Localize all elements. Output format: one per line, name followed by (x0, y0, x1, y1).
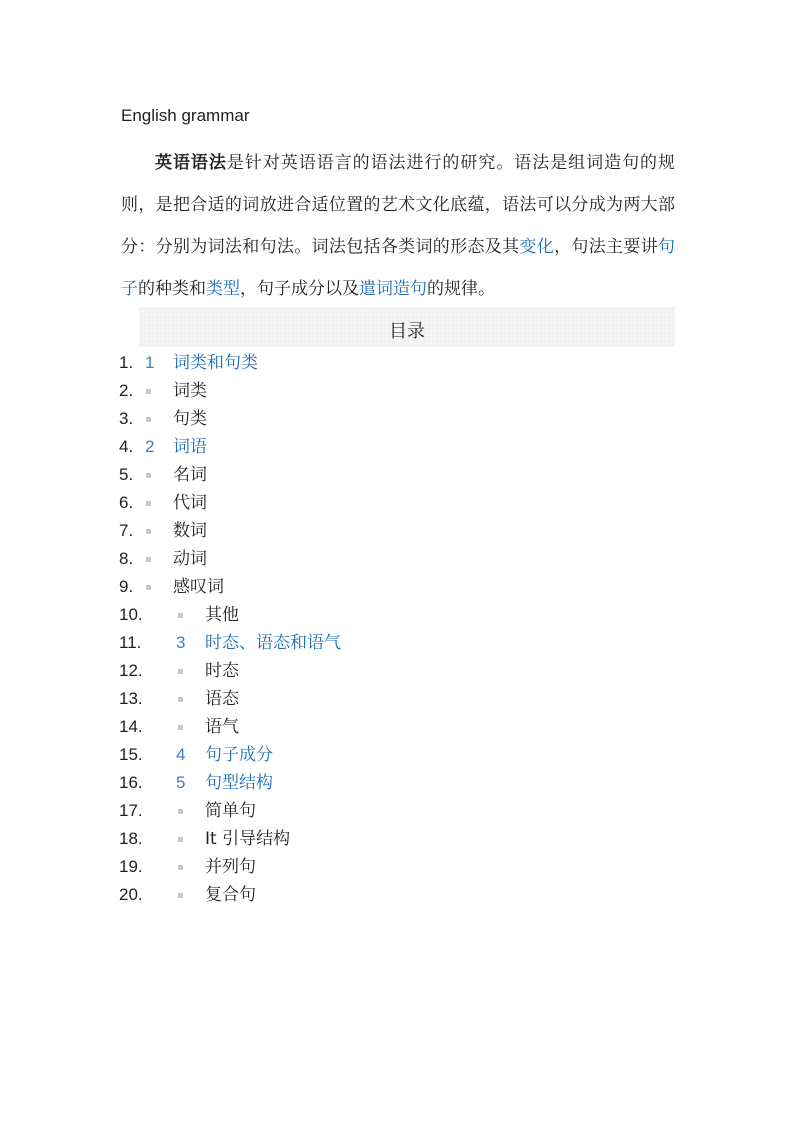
toc-item (0, 489, 794, 517)
toc-item-label: 代词 (173, 493, 207, 513)
toc-item-label: 简单句 (205, 801, 256, 821)
toc-section-link[interactable]: 词类和句类 (173, 353, 258, 373)
square-bullet-icon (146, 529, 151, 534)
toc-item[interactable] (0, 349, 794, 377)
square-bullet-icon (178, 865, 183, 870)
square-bullet-icon (146, 557, 151, 562)
toc-item-label: 时态 (205, 661, 239, 681)
link-juzi[interactable]: 句子 (121, 237, 676, 299)
toc-item-label: 名词 (173, 465, 207, 485)
toc-item-label: 语气 (205, 717, 239, 737)
toc-item-label: 其他 (205, 605, 239, 625)
intro-text: ，句法主要讲 (554, 237, 659, 257)
toc-item-number: 20. (119, 885, 143, 904)
toc-item (0, 657, 794, 685)
toc-item-number: 8. (119, 549, 134, 568)
toc-section-link[interactable]: 句型结构 (205, 773, 273, 793)
toc-item[interactable] (0, 629, 794, 657)
toc-section-number: 2 (145, 437, 155, 456)
square-bullet-icon (146, 585, 151, 590)
toc-item[interactable] (0, 741, 794, 769)
toc-section-number: 1 (145, 353, 155, 372)
square-bullet-icon (178, 697, 183, 702)
toc-item-label: It 引导结构 (205, 829, 291, 849)
link-bianhua[interactable]: 变化 (519, 237, 555, 257)
toc-item (0, 797, 794, 825)
toc-item (0, 461, 794, 489)
toc-item-number: 1. (119, 353, 134, 372)
toc-item-label: 数词 (173, 521, 207, 541)
toc-item (0, 853, 794, 881)
toc-item-number: 17. (119, 801, 143, 820)
toc-item-number: 11. (119, 633, 142, 652)
toc-item (0, 881, 794, 909)
square-bullet-icon (146, 417, 151, 422)
toc-item-label: 感叹词 (173, 577, 224, 597)
toc-item-label: 并列句 (205, 857, 256, 877)
square-bullet-icon (178, 669, 183, 674)
toc-title: 目录 (389, 321, 425, 342)
toc-item (0, 517, 794, 545)
toc-item-number: 9. (119, 577, 134, 596)
toc-list (0, 349, 794, 909)
toc-item (0, 685, 794, 713)
toc-item-number: 4. (119, 437, 134, 456)
intro-paragraph (121, 142, 675, 310)
intro-text: 是针对英语语言的语法进行的研究。语法是组词造句的规则，是把合适的词放进合适位置的艺术文化底蕴，语法可以分成为两大部分：分别为词法和句法。词法包括各类词的形态及其 (121, 153, 676, 257)
toc-item-label: 动词 (173, 549, 207, 569)
toc-item-number: 14. (119, 717, 143, 736)
toc-item-label: 句类 (173, 409, 207, 429)
toc-item[interactable] (0, 769, 794, 797)
toc-item-number: 7. (119, 521, 134, 540)
toc-item-number: 2. (119, 381, 134, 400)
intro-text: 的种类和 (138, 279, 206, 299)
toc-item-number: 13. (119, 689, 143, 708)
toc-item-number: 3. (119, 409, 134, 428)
toc-section-link[interactable]: 词语 (173, 437, 207, 457)
toc-item (0, 545, 794, 573)
toc-item (0, 601, 794, 629)
toc-item-number: 12. (119, 661, 143, 680)
intro-term: 英语语法 (155, 153, 227, 173)
toc-section-number: 4 (176, 745, 186, 764)
square-bullet-icon (178, 809, 183, 814)
square-bullet-icon (178, 613, 183, 618)
toc-section-number: 3 (176, 633, 186, 652)
square-bullet-icon (178, 837, 183, 842)
square-bullet-icon (146, 389, 151, 394)
toc-section-number: 5 (176, 773, 186, 792)
toc-item-number: 15. (119, 745, 143, 764)
toc-item-number: 10. (119, 605, 143, 624)
square-bullet-icon (146, 473, 151, 478)
intro-text: 的规律。 (427, 279, 495, 299)
square-bullet-icon (146, 501, 151, 506)
toc-item (0, 573, 794, 601)
link-qianci-zaoju[interactable]: 遣词造句 (359, 279, 427, 299)
toc-item-label: 复合句 (205, 885, 256, 905)
toc-item-number: 5. (119, 465, 134, 484)
link-leixing[interactable]: 类型 (206, 279, 240, 299)
toc-item-number: 16. (119, 773, 143, 792)
toc-item-label: 词类 (173, 381, 207, 401)
toc-item-number: 18. (119, 829, 143, 848)
square-bullet-icon (178, 725, 183, 730)
toc-item (0, 405, 794, 433)
intro-text: ，句子成分以及 (240, 279, 359, 299)
toc-header-box (139, 307, 675, 347)
toc-item (0, 713, 794, 741)
document-title: English grammar (121, 106, 250, 125)
toc-section-link[interactable]: 时态、语态和语气 (205, 633, 341, 653)
square-bullet-icon (178, 893, 183, 898)
toc-section-link[interactable]: 句子成分 (205, 745, 273, 765)
toc-item-label: 语态 (205, 689, 239, 709)
toc-item-number: 19. (119, 857, 143, 876)
toc-item (0, 377, 794, 405)
toc-item (0, 825, 794, 853)
toc-item-number: 6. (119, 493, 134, 512)
toc-item[interactable] (0, 433, 794, 461)
